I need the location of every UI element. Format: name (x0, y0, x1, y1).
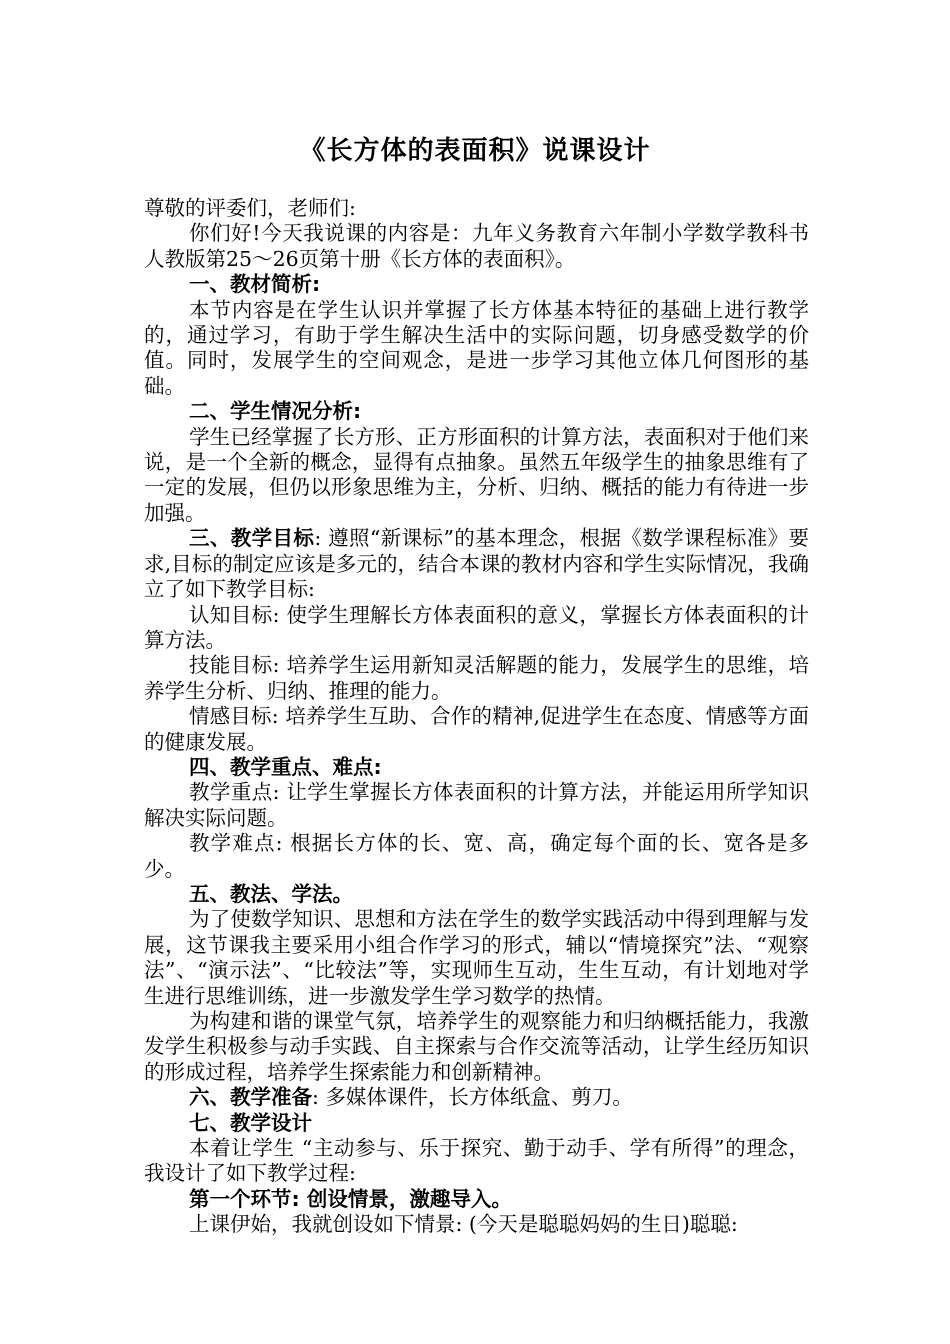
section-goals-paragraph (144, 526, 809, 602)
design-intro-text: 本着让学生 “主动参与、乐于探究、勤于动手、学有所得”的理念，我设计了如下教学过程: (144, 1136, 809, 1186)
difficult-point-text: 教学难点: 根据长方体的长、宽、高，确定每个面的长、宽各是多少。 (144, 831, 809, 881)
section-heading-methods: 五、教法、学法。 (189, 881, 353, 906)
methods-paragraph-2: 为构建和谐的课堂气氛，培养学生的观察能力和归纳概括能力，我激发学生积极参与动手实践、自主探索与合作交流等活动，让学生经历知识的形成过程，培养学生探索能力和创新精神。 (144, 1009, 809, 1084)
document-title: 《长方体的表面积》说课设计 (299, 136, 651, 166)
section-heading-design: 七、教学设计 (189, 1110, 312, 1135)
greeting: 尊敬的评委们，老师们: (144, 196, 356, 220)
intro-paragraph: 你们好!今天我说课的内容是：九年义务教育六年制小学数学教科书人教版第25～26页第十册《长方体的表面积》。 (144, 221, 809, 271)
section-heading-preparation: 六、教学准备 (189, 1085, 312, 1110)
document-body (144, 196, 809, 1238)
section-heading-goals: 三、教学目标 (189, 526, 315, 551)
design-step-1-heading: 第一个环节: 创设情景，激趣导入。 (189, 1186, 512, 1211)
section-text-textbook: 本节内容是在学生认识并掌握了长方体基本特征的基础上进行教学的，通过学习，有助于学生解决生活中的实际问题，切身感受数学的价值。同时，发展学生的空间观念，是进一步学习其他立体几何图形的基础。 (144, 297, 809, 398)
design-step-1-text: 上课伊始，我就创设如下情景: (今天是聪聪妈妈的生日)聪聪: (189, 1212, 738, 1237)
section-preparation-paragraph (144, 1085, 809, 1110)
section-text-students: 学生已经掌握了长方形、正方形面积的计算方法，表面积对于他们来说，是一个全新的概念，显得有点抽象。虽然五年级学生的抽象思维有了一定的发展，但仍以形象思维为主，分析、归纳、概括的能力有待进一步加强。 (144, 424, 809, 525)
section-text-preparation: : 多媒体课件，长方体纸盒、剪刀。 (312, 1085, 633, 1110)
goal-cognitive: 认知目标: 使学生理解长方体表面积的意义，掌握长方体表面积的计算方法。 (144, 602, 809, 652)
section-heading-textbook: 一、教材简析: (189, 272, 321, 297)
section-heading-key-points: 四、教学重点、难点: (189, 754, 382, 779)
section-heading-students: 二、学生情况分析: (189, 399, 362, 424)
goal-emotion: 情感目标: 培养学生互助、合作的精神,促进学生在态度、情感等方面的健康发展。 (144, 704, 809, 754)
goal-skill: 技能目标: 培养学生运用新知灵活解题的能力，发展学生的思维，培养学生分析、归纳、推理的能力。 (144, 653, 809, 703)
methods-paragraph-1: 为了使数学知识、思想和方法在学生的数学实践活动中得到理解与发展，这节课我主要采用小组合作学习的形式，辅以“情境探究”法、“观察法”、“演示法”、“比较法”等，实现师生互动，生生互动，有计划地对学生进行思维训练，进一步激发学生学习数学的热情。 (144, 907, 809, 1008)
section-text-goals: : 遵照“新课标”的基本理念，根据《数学课程标准》要求,目标的制定应该是多元的，结合本课的教材内容和学生实际情况，我确立了如下教学目标: (144, 526, 809, 602)
key-point-text: 教学重点: 让学生掌握长方体表面积的计算方法，并能运用所学知识解决实际问题。 (144, 780, 809, 830)
